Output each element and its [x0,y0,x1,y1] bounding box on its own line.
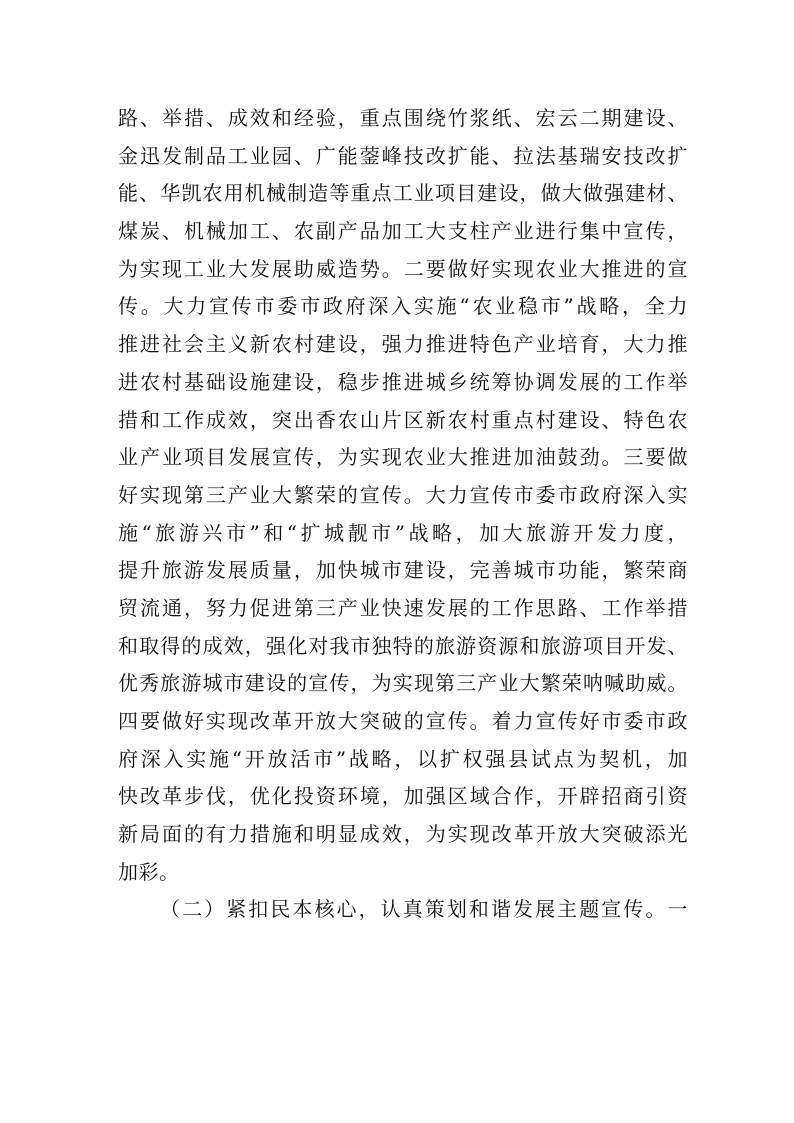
text-line: 推进社会主义新农村建设，强力推进特色产业培育，大力推 [118,332,688,357]
text-line: 能、华凯农用机械制造等重点工业项目建设，做大做强建材、 [118,181,688,206]
text-line: 加彩。 [118,859,180,884]
text-line: 快改革步伐，优化投资环境，加强区域合作，开辟招商引资 [118,784,688,809]
body-text [118,100,688,929]
text-line: 府深入实施“开放活市”战略，以扩权强县试点为契机，加 [118,746,688,771]
text-line: 好实现第三产业大繁荣的宣传。大力宣传市委市政府深入实 [118,482,688,507]
text-line: 为实现工业大发展助威造势。二要做好实现农业大推进的宣 [118,256,688,281]
text-line: 施“旅游兴市”和“扩城靓市”战略，加大旅游开发力度， [118,520,688,545]
text-line: 措和工作成效，突出香农山片区新农村重点村建设、特色农 [118,407,688,432]
text-line: 路、举措、成效和经验，重点围绕竹浆纸、宏云二期建设、 [118,106,688,130]
section-heading: （二）紧扣民本核心，认真策划和谐发展主题宣传。一 [160,897,688,922]
text-line: 贸流通，努力促进第三产业快速发展的工作思路、工作举措 [118,595,688,620]
text-line: 传。大力宣传市委市政府深入实施“农业稳市”战略，全力 [118,294,688,319]
text-line: 新局面的有力措施和明显成效，为实现改革开放大突破添光 [118,822,688,847]
text-line: 和取得的成效，强化对我市独特的旅游资源和旅游项目开发、 [118,633,688,658]
text-line: 四要做好实现改革开放大突破的宣传。着力宣传好市委市政 [118,709,688,733]
text-line: 优秀旅游城市建设的宣传，为实现第三产业大繁荣呐喊助威。 [118,671,688,696]
text-line: 进农村基础设施建设，稳步推进城乡统筹协调发展的工作举 [118,369,688,394]
text-line: 提升旅游发展质量，加快城市建设，完善城市功能，繁荣商 [118,558,688,583]
text-line: 金迅发制品工业园、广能蓥峰技改扩能、拉法基瑞安技改扩 [118,143,688,168]
text-line: 煤炭、机械加工、农副产品加工大支柱产业进行集中宣传， [118,219,688,244]
text-line: 业产业项目发展宣传，为实现农业大推进加油鼓劲。三要做 [118,445,688,470]
